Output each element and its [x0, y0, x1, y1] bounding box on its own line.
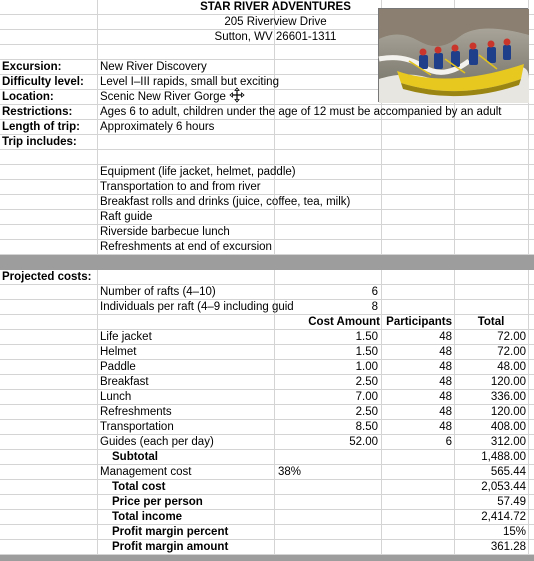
- item-name: Guides (each per day): [100, 436, 214, 448]
- item-total[interactable]: 48.00: [497, 361, 526, 373]
- item-name: Helmet: [100, 346, 137, 358]
- item-participants[interactable]: 48: [439, 391, 452, 403]
- cost-item-row[interactable]: [0, 405, 534, 420]
- detail-value[interactable]: Level I–III rapids, small but exciting: [100, 76, 279, 88]
- management-row[interactable]: [0, 465, 534, 480]
- bottom-band: [0, 555, 534, 561]
- item-total[interactable]: 408.00: [490, 421, 526, 433]
- detail-label: Trip includes:: [2, 136, 77, 148]
- item-total[interactable]: 120.00: [490, 406, 526, 418]
- move-cursor-icon: [229, 87, 245, 103]
- item-cost[interactable]: 52.00: [349, 436, 378, 448]
- company-street: 205 Riverview Drive: [224, 16, 327, 28]
- item-name: Life jacket: [100, 331, 152, 343]
- summary-value[interactable]: 15%: [502, 526, 526, 538]
- summary-value[interactable]: 361.28: [490, 541, 526, 553]
- management-label: Management cost: [100, 466, 192, 478]
- include-item[interactable]: Breakfast rolls and drinks (juice, coffee, tea, milk): [100, 196, 351, 208]
- col-header-total: Total: [477, 316, 505, 328]
- item-total[interactable]: 336.00: [490, 391, 526, 403]
- detail-row[interactable]: [0, 135, 534, 150]
- item-cost[interactable]: 1.50: [355, 331, 378, 343]
- management-value[interactable]: 565.44: [490, 466, 526, 478]
- param-label: Individuals per raft (4–9 including guid: [100, 301, 294, 313]
- detail-value[interactable]: Ages 6 to adult, children under the age of 12 must be accompanied by an adult: [100, 106, 502, 118]
- item-participants[interactable]: 48: [439, 346, 452, 358]
- col-header-cost: Cost Amount: [308, 316, 380, 328]
- item-total[interactable]: 312.00: [490, 436, 526, 448]
- cost-item-row[interactable]: [0, 390, 534, 405]
- management-rate[interactable]: 38%: [277, 466, 301, 478]
- include-row[interactable]: [0, 210, 534, 225]
- param-label: Number of rafts (4–10): [100, 286, 216, 298]
- include-row[interactable]: [0, 195, 534, 210]
- subtotal-value[interactable]: 1,488.00: [481, 451, 526, 463]
- subtotal-label: Subtotal: [112, 451, 158, 463]
- projected-label-row[interactable]: [0, 270, 534, 285]
- include-item[interactable]: Transportation to and from river: [100, 181, 261, 193]
- subtotal-row[interactable]: [0, 450, 534, 465]
- summary-value[interactable]: 2,053.44: [481, 481, 526, 493]
- param-value[interactable]: 6: [371, 286, 378, 298]
- item-total[interactable]: 72.00: [497, 346, 526, 358]
- summary-label: Total income: [112, 511, 183, 523]
- summary-label: Profit margin amount: [112, 541, 229, 553]
- rafting-photo[interactable]: [378, 8, 528, 102]
- detail-label: Excursion:: [2, 61, 62, 73]
- company-city: Sutton, WV 26601-1311: [214, 31, 337, 43]
- include-row[interactable]: [0, 225, 534, 240]
- include-row[interactable]: [0, 165, 534, 180]
- projected-costs-label: Projected costs:: [2, 271, 92, 283]
- item-cost[interactable]: 2.50: [355, 406, 378, 418]
- item-total[interactable]: 72.00: [497, 331, 526, 343]
- summary-label: Price per person: [112, 496, 203, 508]
- cost-item-row[interactable]: [0, 345, 534, 360]
- include-item[interactable]: Riverside barbecue lunch: [100, 226, 230, 238]
- detail-label: Length of trip:: [2, 121, 80, 133]
- item-cost[interactable]: 7.00: [355, 391, 378, 403]
- summary-row[interactable]: [0, 540, 534, 555]
- cost-item-row[interactable]: [0, 330, 534, 345]
- separator-band: [0, 255, 534, 270]
- summary-row[interactable]: [0, 510, 534, 525]
- company-name: STAR RIVER ADVENTURES: [200, 1, 351, 13]
- cost-item-row[interactable]: [0, 420, 534, 435]
- item-cost[interactable]: 8.50: [355, 421, 378, 433]
- include-item[interactable]: Refreshments at end of excursion: [100, 241, 272, 253]
- item-participants[interactable]: 48: [439, 376, 452, 388]
- include-row[interactable]: [0, 240, 534, 255]
- detail-label: Restrictions:: [2, 106, 73, 118]
- item-name: Refreshments: [100, 406, 172, 418]
- item-participants[interactable]: 48: [439, 361, 452, 373]
- detail-value[interactable]: New River Discovery: [100, 61, 207, 73]
- item-total[interactable]: 120.00: [490, 376, 526, 388]
- summary-label: Total cost: [112, 481, 166, 493]
- item-participants[interactable]: 48: [439, 421, 452, 433]
- include-row[interactable]: [0, 180, 534, 195]
- item-participants[interactable]: 48: [439, 406, 452, 418]
- item-cost[interactable]: 1.50: [355, 346, 378, 358]
- summary-value[interactable]: 57.49: [497, 496, 526, 508]
- cost-item-row[interactable]: [0, 435, 534, 450]
- item-name: Paddle: [100, 361, 136, 373]
- detail-label: Location:: [2, 91, 54, 103]
- item-name: Breakfast: [100, 376, 149, 388]
- item-cost[interactable]: 1.00: [355, 361, 378, 373]
- cost-item-row[interactable]: [0, 360, 534, 375]
- detail-row[interactable]: [0, 105, 534, 120]
- item-name: Lunch: [100, 391, 132, 403]
- summary-label: Profit margin percent: [112, 526, 229, 538]
- include-item[interactable]: Equipment (life jacket, helmet, paddle): [100, 166, 296, 178]
- item-participants[interactable]: 48: [439, 331, 452, 343]
- detail-label: Difficulty level:: [2, 76, 84, 88]
- cost-item-row[interactable]: [0, 375, 534, 390]
- summary-row[interactable]: [0, 495, 534, 510]
- item-name: Transportation: [100, 421, 174, 433]
- detail-row[interactable]: [0, 120, 534, 135]
- detail-value[interactable]: Approximately 6 hours: [100, 121, 215, 133]
- summary-row[interactable]: [0, 480, 534, 495]
- col-header-participants: Participants: [386, 316, 452, 328]
- summary-row[interactable]: [0, 525, 534, 540]
- rafting-photo-icon: [379, 9, 529, 103]
- summary-value[interactable]: 2,414.72: [481, 511, 526, 523]
- detail-value[interactable]: Scenic New River Gorge: [100, 91, 226, 103]
- param-row[interactable]: [0, 285, 534, 300]
- include-item[interactable]: Raft guide: [100, 211, 153, 223]
- item-participants[interactable]: 6: [445, 436, 452, 448]
- item-cost[interactable]: 2.50: [355, 376, 378, 388]
- param-row[interactable]: [0, 300, 534, 315]
- param-value[interactable]: 8: [371, 301, 378, 313]
- column-header-row: [0, 315, 534, 330]
